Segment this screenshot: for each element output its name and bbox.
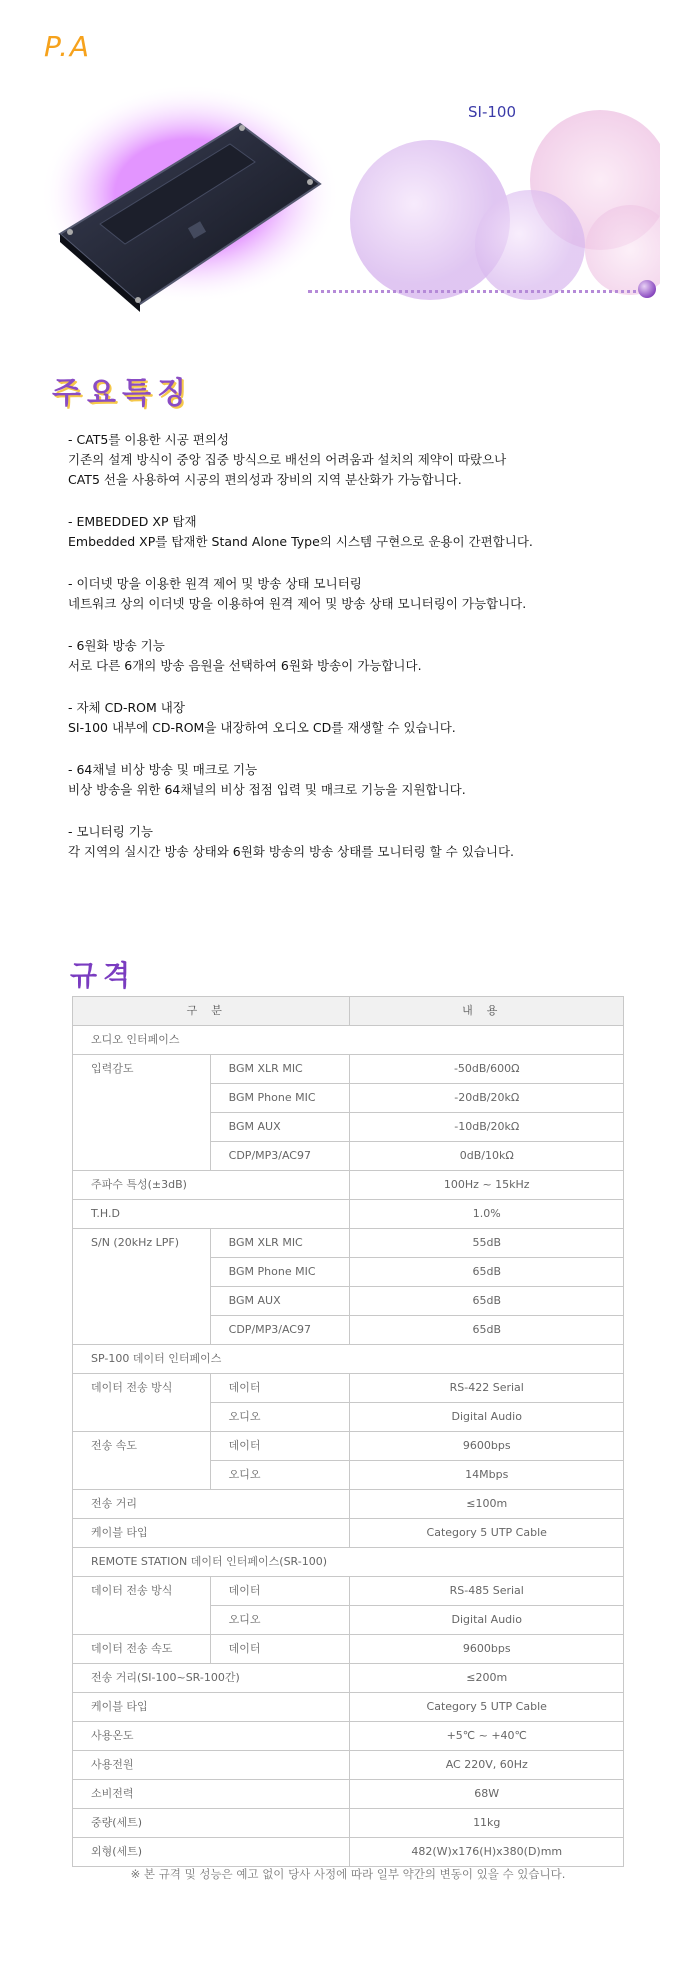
feature-text: Embedded XP를 탑재한 Stand Alone Type의 시스템 구현으로 운용이 간편합니다. <box>68 534 533 549</box>
value-cell: RS-485 Serial <box>350 1577 624 1606</box>
row-label: 데이터 전송 속도 <box>73 1635 211 1664</box>
feature-text: CAT5 선을 사용하여 시공의 편의성과 장비의 지역 분산화가 가능합니다. <box>68 472 462 487</box>
sub-label: 데이터 <box>210 1432 350 1461</box>
feature-heading: - 모니터링 기능 <box>68 824 153 839</box>
feature-heading: - EMBEDDED XP 탑재 <box>68 514 197 529</box>
feature-item <box>68 574 658 614</box>
feature-item <box>68 430 658 490</box>
table-row <box>73 1026 624 1055</box>
disclaimer-note: ※ 본 규격 및 성능은 예고 없이 당사 사정에 따라 일부 약간의 변동이 있을 수 있습니다. <box>130 1867 566 1881</box>
divider-ornament <box>638 280 656 298</box>
table-row <box>73 1374 624 1403</box>
table-row <box>73 1490 624 1519</box>
value-cell: 65dB <box>350 1258 624 1287</box>
feature-item <box>68 822 658 862</box>
feature-item <box>68 698 658 738</box>
section-label: 오디오 인터페이스 <box>73 1026 624 1055</box>
feature-item <box>68 512 658 552</box>
feature-text: 비상 방송을 위한 64채널의 비상 접점 입력 및 매크로 기능을 지원합니다. <box>68 782 466 797</box>
sub-label: 오디오 <box>210 1461 350 1490</box>
value-cell: +5℃ ~ +40℃ <box>350 1722 624 1751</box>
header-content: 내용 <box>350 997 624 1026</box>
sub-label: BGM Phone MIC <box>210 1084 350 1113</box>
value-cell: 9600bps <box>350 1432 624 1461</box>
value-cell: Digital Audio <box>350 1403 624 1432</box>
row-label: 사용온도 <box>73 1722 350 1751</box>
table-row <box>73 1200 624 1229</box>
sub-label: BGM Phone MIC <box>210 1258 350 1287</box>
row-label: 데이터 전송 방식 <box>73 1577 211 1635</box>
value-cell: -20dB/20kΩ <box>350 1084 624 1113</box>
value-cell: ≤200m <box>350 1664 624 1693</box>
sub-label: 오디오 <box>210 1403 350 1432</box>
table-row <box>73 1664 624 1693</box>
value-cell: Digital Audio <box>350 1606 624 1635</box>
section-label: SP-100 데이터 인터페이스 <box>73 1345 624 1374</box>
brand-label: P.A <box>44 30 92 63</box>
device-image <box>40 64 340 324</box>
spec-title: 규격 <box>70 959 137 992</box>
value-cell: 11kg <box>350 1809 624 1838</box>
feature-heading: - 이더넷 망을 이용한 원격 제어 및 방송 상태 모니터링 <box>68 576 362 591</box>
row-label: 외형(세트) <box>73 1838 350 1867</box>
value-cell: Category 5 UTP Cable <box>350 1519 624 1548</box>
row-label: 케이블 타입 <box>73 1693 350 1722</box>
feature-text: 각 지역의 실시간 방송 상태와 6원화 방송의 방송 상태를 모니터링 할 수 있습니다. <box>68 844 515 859</box>
table-row <box>73 1548 624 1577</box>
row-label: 전송 거리(SI-100~SR-100간) <box>73 1664 350 1693</box>
table-row <box>73 1171 624 1200</box>
table-row <box>73 1838 624 1867</box>
header-category: 구분 <box>73 997 350 1026</box>
table-row <box>73 1635 624 1664</box>
row-label: 입력감도 <box>73 1055 211 1171</box>
feature-heading: - 자체 CD-ROM 내장 <box>68 700 185 715</box>
value-cell: 65dB <box>350 1287 624 1316</box>
value-cell: -10dB/20kΩ <box>350 1113 624 1142</box>
table-row <box>73 1809 624 1838</box>
table-row <box>73 1055 624 1084</box>
value-cell: 65dB <box>350 1316 624 1345</box>
features-title: 주요특징 <box>52 376 192 411</box>
feature-item <box>68 760 658 800</box>
feature-heading: - 6원화 방송 기능 <box>68 638 165 653</box>
feature-heading: - CAT5를 이용한 시공 편의성 <box>68 432 229 447</box>
spec-table <box>72 996 624 1867</box>
value-cell: 482(W)x176(H)x380(D)mm <box>350 1838 624 1867</box>
section-label: REMOTE STATION 데이터 인터페이스(SR-100) <box>73 1548 624 1577</box>
row-label: 전송 거리 <box>73 1490 350 1519</box>
feature-text: 서로 다른 6개의 방송 음원을 선택하여 6원화 방송이 가능합니다. <box>68 658 422 673</box>
sub-label: BGM XLR MIC <box>210 1229 350 1258</box>
value-cell: AC 220V, 60Hz <box>350 1751 624 1780</box>
table-row <box>73 1519 624 1548</box>
value-cell: 55dB <box>350 1229 624 1258</box>
row-label: 주파수 특성(±3dB) <box>73 1171 350 1200</box>
table-row <box>73 1432 624 1461</box>
feature-item <box>68 636 658 676</box>
dotted-divider <box>308 290 650 299</box>
value-cell: Category 5 UTP Cable <box>350 1693 624 1722</box>
sub-label: 데이터 <box>210 1374 350 1403</box>
table-row <box>73 1780 624 1809</box>
feature-heading: - 64채널 비상 방송 및 매크로 기능 <box>68 762 258 777</box>
value-cell: RS-422 Serial <box>350 1374 624 1403</box>
row-label: T.H.D <box>73 1200 350 1229</box>
sub-label: CDP/MP3/AC97 <box>210 1142 350 1171</box>
row-label: S/N (20kHz LPF) <box>73 1229 211 1345</box>
table-row <box>73 1722 624 1751</box>
value-cell: ≤100m <box>350 1490 624 1519</box>
row-label: 사용전원 <box>73 1751 350 1780</box>
sub-label: BGM AUX <box>210 1287 350 1316</box>
value-cell: 1.0% <box>350 1200 624 1229</box>
table-row <box>73 1693 624 1722</box>
table-row <box>73 1229 624 1258</box>
table-row <box>73 1751 624 1780</box>
sub-label: 오디오 <box>210 1606 350 1635</box>
value-cell: 68W <box>350 1780 624 1809</box>
table-row <box>73 1345 624 1374</box>
sub-label: BGM AUX <box>210 1113 350 1142</box>
row-label: 소비전력 <box>73 1780 350 1809</box>
table-header-row <box>73 997 624 1026</box>
sub-label: CDP/MP3/AC97 <box>210 1316 350 1345</box>
feature-text: 네트워크 상의 이더넷 망을 이용하여 원격 제어 및 방송 상태 모니터링이 가능합니다. <box>68 596 527 611</box>
row-label: 케이블 타입 <box>73 1519 350 1548</box>
value-cell: 9600bps <box>350 1635 624 1664</box>
feature-text: 기존의 설계 방식이 중앙 집중 방식으로 배선의 어려움과 설치의 제약이 따랐으나 <box>68 452 507 467</box>
sub-label: 데이터 <box>210 1577 350 1606</box>
value-cell: -50dB/600Ω <box>350 1055 624 1084</box>
table-row <box>73 1577 624 1606</box>
value-cell: 100Hz ~ 15kHz <box>350 1171 624 1200</box>
feature-text: SI-100 내부에 CD-ROM을 내장하여 오디오 CD를 재생할 수 있습니다. <box>68 720 456 735</box>
value-cell: 14Mbps <box>350 1461 624 1490</box>
model-name: SI-100 <box>468 103 516 121</box>
features-list <box>68 430 658 884</box>
row-label: 중량(세트) <box>73 1809 350 1838</box>
value-cell: 0dB/10kΩ <box>350 1142 624 1171</box>
row-label: 전송 속도 <box>73 1432 211 1490</box>
sub-label: 데이터 <box>210 1635 350 1664</box>
sub-label: BGM XLR MIC <box>210 1055 350 1084</box>
row-label: 데이터 전송 방식 <box>73 1374 211 1432</box>
